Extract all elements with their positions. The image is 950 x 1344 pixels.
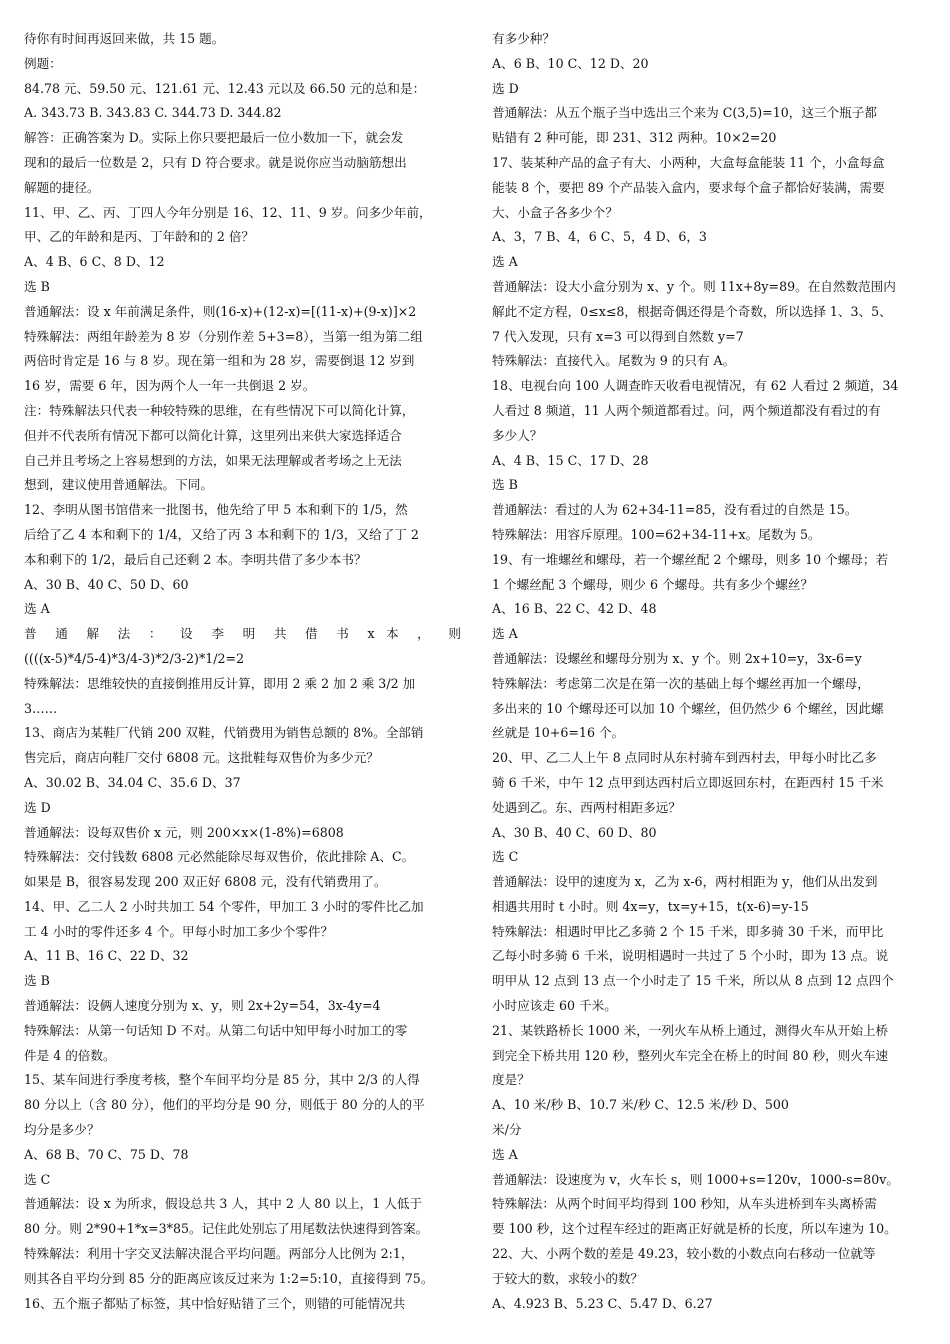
- text-line: 普通解法：设速度为 v，火车长 s，则 1000+s=120v，1000-s=80v。: [492, 1171, 899, 1187]
- text-line: 待你有时间再返回来做，共 15 题。: [24, 31, 225, 46]
- text-line: 米/分: [492, 1122, 522, 1138]
- text-line: 7 代入发现，只有 x=3 可以得到自然数 y=7: [492, 328, 744, 344]
- text-line: 19、有一堆螺丝和螺母，若一个螺丝配 2 个螺母，则多 10 个螺母；若: [492, 551, 889, 567]
- text-line: 两倍时肯定是 16 与 8 岁。现在第一组和为 28 岁，需要倒退 12 岁到: [24, 353, 415, 369]
- text-line: 度是？: [492, 1072, 530, 1088]
- text-line: 3……: [24, 700, 58, 716]
- text-line: 注：特殊解法只代表一种较特殊的思维，在有些情况下可以简化计算，: [24, 402, 415, 418]
- text-line: 选 D: [492, 80, 519, 96]
- text-line: 小时应该走 60 千米。: [492, 998, 617, 1014]
- text-line: A、4.923 B、5.23 C、5.47 D、6.27: [492, 1295, 713, 1311]
- text-line: A、16 B、22 C、42 D、48: [492, 601, 657, 617]
- text-line: 选 B: [492, 477, 518, 493]
- text-line: 特殊解法：考虑第二次是在第一次的基础上每个螺丝再加一个螺母，: [492, 675, 870, 691]
- text-line: 特殊解法：相遇时甲比乙多骑 2 个 15 千米，即多骑 30 千米，而甲比: [492, 923, 884, 939]
- text-line: 特殊解法：交付钱数 6808 元必然能除尽每双售价，依此排除 A、C。: [24, 849, 415, 865]
- text-line: 大、小盒子各多少个？: [492, 204, 618, 220]
- text-line: 特殊解法：用容斥原理。100=62+34-11+x。尾数为 5。: [492, 526, 821, 542]
- text-line: 84.78 元、59.50 元、121.61 元、12.43 元以及 66.50 元的总和是：: [24, 80, 426, 96]
- text-line: 骑 6 千米，中午 12 点甲到达西村后立即返回东村，在距西村 15 千米: [492, 774, 884, 790]
- text-line: A、4 B、15 C、17 D、28: [492, 452, 649, 468]
- text-line: 乙每小时多骑 6 千米，说明相遇时一共过了 5 个小时，即为 13 点。说: [492, 948, 889, 964]
- text-line: 如果是 B，很容易发现 200 双正好 6808 元，没有代销费用了。: [24, 874, 387, 890]
- text-line: 特殊解法：从第一句话知 D 不对。从第二句话中知甲每小时加工的零: [24, 1022, 408, 1038]
- text-line: 要 100 秒，这个过程车经过的距离正好就是桥的长度，所以车速为 10。: [492, 1221, 897, 1237]
- text-line: A、6 B、10 C、12 D、20: [492, 55, 649, 71]
- text-line: A、11 B、16 C、22 D、32: [24, 948, 189, 964]
- text-line: 相遇共用时 t 小时。则 4x=y，tx=y+15，t(x-6)=y-15: [492, 898, 809, 914]
- text-line: 处遇到乙。东、西两村相距多远？: [492, 799, 681, 815]
- text-line: 80 分以上（含 80 分），他们的平均分是 90 分，则低于 80 分的人的平: [24, 1097, 425, 1113]
- text-line: 普通解法：从五个瓶子当中选出三个来为 C(3,5)=10，这三个瓶子都: [492, 105, 877, 121]
- text-line: 选 D: [24, 799, 51, 815]
- text-line: 解此不定方程，0≤x≤8，根据奇偶还得是个奇数，所以选择 1、3、5、: [492, 303, 892, 319]
- text-line: 现和的最后一位数是 2，只有 D 符合要求。就是说你应当动脑筋想出: [24, 154, 407, 170]
- text-line: 例题：: [24, 55, 62, 71]
- text-line: 特殊解法：思维较快的直接倒推用反计算，即用 2 乘 2 加 2 乘 3/2 加: [24, 675, 416, 691]
- text-line: 15、某车间进行季度考核，整个车间平均分是 85 分，其中 2/3 的人得: [24, 1072, 420, 1088]
- text-line: 选 A: [492, 1146, 518, 1162]
- text-line: A、3，7 B、4，6 C、5，4 D、6，3: [492, 229, 707, 245]
- text-line: 22、大、小两个数的差是 49.23，较小数的小数点向右移动一位就等: [492, 1246, 876, 1262]
- text-line: 16 岁，需要 6 年，因为两个人一年一共倒退 2 岁。: [24, 378, 316, 394]
- text-line: 16、五个瓶子都贴了标签，其中恰好贴错了三个，则错的可能情况共: [24, 1295, 406, 1311]
- text-line: 后给了乙 4 本和剩下的 1/4，又给了丙 3 本和剩下的 1/3，又给了丁 2: [24, 526, 419, 542]
- text-line: 12、李明从图书馆借来一批图书，他先给了甲 5 本和剩下的 1/5，然: [24, 502, 408, 518]
- right-column: [492, 27, 929, 1316]
- text-line: 80 分。则 2*90+1*x=3*85。记住此处别忘了用尾数法快速得到答案。: [24, 1221, 429, 1237]
- text-line: 特殊解法：直接代入。尾数为 9 的只有 A。: [492, 353, 736, 369]
- text-line: 贴错有 2 种可能，即 231、312 两种。10×2=20: [492, 130, 777, 146]
- text-line: 想到，建议使用普通解法。下同。: [24, 477, 213, 493]
- text-line: 自己并且考场之上容易想到的方法，如果无法理解或者考场之上无法: [24, 452, 402, 468]
- text-line: 售完后，商店向鞋厂交付 6808 元。这批鞋每双售价为多少元？: [24, 750, 379, 766]
- text-line: 特殊解法：两组年龄差为 8 岁（分别作差 5+3=8），当第一组为第二组: [24, 328, 423, 344]
- text-line: 1 个螺丝配 3 个螺母，则少 6 个螺母。共有多少个螺丝？: [492, 576, 814, 592]
- text-line: 选 A: [492, 254, 518, 270]
- text-line: A、68 B、70 C、75 D、78: [24, 1146, 189, 1162]
- text-line: ((((x-5)*4/5-4)*3/4-3)*2/3-2)*1/2=2: [24, 650, 245, 666]
- text-line: 多出来的 10 个螺母还可以加 10 个螺丝，但仍然少 6 个螺丝，因此螺: [492, 700, 884, 716]
- text-line: 选 B: [24, 973, 50, 989]
- text-line: A、30.02 B、34.04 C、35.6 D、37: [24, 774, 241, 790]
- text-line: 特殊解法：利用十字交叉法解决混合平均问题。两部分人比例为 2:1，: [24, 1246, 414, 1262]
- text-line: 普通解法：设螺丝和螺母分别为 x、y 个。则 2x+10=y，3x-6=y: [492, 650, 862, 666]
- text-line: 选 C: [492, 849, 519, 865]
- text-line: 有多少种？: [492, 31, 555, 46]
- text-line: 人看过 8 频道，11 人两个频道都看过。问，两个频道都没有看过的有: [492, 402, 881, 418]
- text-line: 18、电视台向 100 人调查昨天收看电视情况，有 62 人看过 2 频道，34: [492, 378, 899, 394]
- text-line: 20、甲、乙二人上午 8 点同时从东村骑车到西村去，甲每小时比乙多: [492, 750, 877, 766]
- text-line: A. 343.73 B. 343.83 C. 344.73 D. 344.82: [24, 105, 282, 121]
- text-line: 普通解法：设 x 年前满足条件，则(16-x)+(12-x)=[(11-x)+(9-x)]×2: [24, 303, 417, 319]
- text-line: 明甲从 12 点到 13 点一个小时走了 15 千米，所以从 8 点到 12 点四个: [492, 973, 894, 989]
- text-line: 均分是多少？: [24, 1122, 100, 1138]
- text-line: 选 B: [24, 278, 50, 294]
- text-line: 普通解法：看过的人为 62+34-11=85，没有看过的自然是 15。: [492, 502, 858, 518]
- left-column: [24, 27, 461, 1316]
- text-line: 普通解法：设俩人速度分别为 x、y，则 2x+2y=54，3x-4y=4: [24, 998, 381, 1014]
- text-line: 件是 4 的倍数。: [24, 1047, 116, 1063]
- text-line: 特殊解法：从两个时间平均得到 100 秒知，从车头进桥到车头离桥需: [492, 1196, 877, 1212]
- text-line: 丝就是 10+6=16 个。: [492, 725, 625, 741]
- text-line: 普通解法：设每双售价 x 元，则 200×x×(1-8%)=6808: [24, 824, 344, 840]
- text-line: 21、某铁路桥长 1000 米，一列火车从桥上通过，测得火车从开始上桥: [492, 1022, 889, 1038]
- text-line: 甲、乙的年龄和是丙、丁年龄和的 2 倍？: [24, 229, 255, 245]
- text-line: 普通解法：设大小盒分别为 x、y 个。则 11x+8y=89。在自然数范围内: [492, 278, 896, 294]
- text-line: 普通解法：设甲的速度为 x，乙为 x-6，两村相距为 y，他们从出发到: [492, 874, 878, 890]
- text-line: 但并不代表所有情况下都可以简化计算，这里列出来供大家选择适合: [24, 427, 402, 443]
- text-line: 13、商店为某鞋厂代销 200 双鞋，代销费用为销售总额的 8%。全部销: [24, 725, 424, 741]
- text-line: 14、甲、乙二人 2 小时共加工 54 个零件，甲加工 3 小时的零件比乙加: [24, 898, 424, 914]
- text-line: A、10 米/秒 B、10.7 米/秒 C、12.5 米/秒 D、500: [492, 1097, 789, 1113]
- text-line: 能装 8 个，要把 89 个产品装入盒内，要求每个盒子都恰好装满，需要: [492, 179, 885, 195]
- text-line: 到完全下桥共用 120 秒，整列火车完全在桥上的时间 80 秒，则火车速: [492, 1047, 889, 1063]
- text-line: 普 通 解 法 ： 设 李 明 共 借 书 x 本 ， 则: [24, 626, 461, 642]
- text-line: 17、装某种产品的盒子有大、小两种，大盒每盒能装 11 个，小盒每盒: [492, 154, 885, 170]
- text-line: A、4 B、6 C、8 D、12: [24, 254, 165, 270]
- text-line: 则其各自平均分到 85 分的距离应该反过来为 1:2=5:10，直接得到 75。: [24, 1270, 434, 1286]
- text-line: 于较大的数，求较小的数？: [492, 1270, 644, 1286]
- text-line: A、30 B、40 C、60 D、80: [492, 824, 657, 840]
- text-line: A、30 B、40 C、50 D、60: [24, 576, 189, 592]
- text-line: 选 A: [24, 601, 50, 617]
- text-line: 普通解法：设 x 为所求，假设总共 3 人，其中 2 人 80 以上，1 人低于: [24, 1196, 423, 1212]
- text-line: 11、甲、乙、丙、丁四人今年分别是 16、12、11、9 岁。问多少年前，: [24, 204, 432, 220]
- text-line: 工 4 小时的零件还多 4 个。甲每小时加工多少个零件？: [24, 923, 334, 939]
- text-line: 解答：正确答案为 D。实际上你只要把最后一位小数加一下，就会发: [24, 130, 404, 146]
- text-line: 选 C: [24, 1171, 51, 1187]
- text-line: 多少人？: [492, 427, 543, 443]
- text-line: 本和剩下的 1/2，最后自己还剩 2 本。李明共借了多少本书？: [24, 551, 367, 567]
- text-line: 解题的捷径。: [24, 179, 100, 195]
- text-line: 选 A: [492, 626, 518, 642]
